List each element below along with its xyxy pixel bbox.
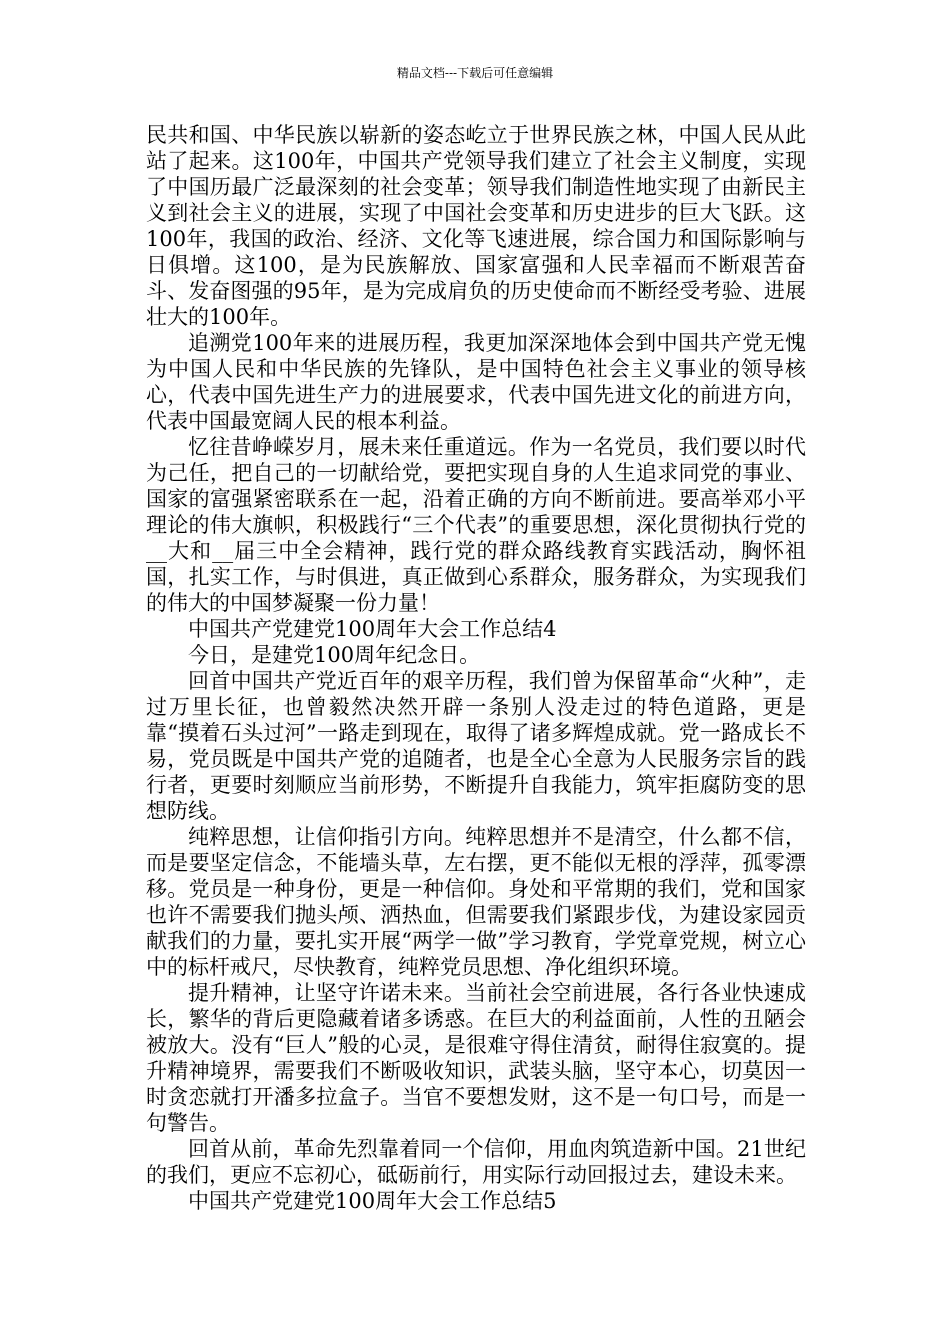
paragraph-3: 忆往昔峥嵘岁月，展未来任重道远。作为一名党员，我们要以时代为己任，把自己的一切献给党，要把实现自身的人生追求同党的事业、国家的富强紧密联系在一起，沿着正确的方向不断前进。要高举邓小平理论的伟大旗帜，积极践行“三个代表”的重要思想，深化贯彻执行党的__大和__届三中全会精神，践行党的群众路线教育实践活动，胸怀祖国，扎实工作，与时俱进，真正做到心系群众，服务群众，为实现我们的伟大的中国梦凝聚一份力量！: [146, 435, 806, 615]
section-heading-5: 中国共产党建党100周年大会工作总结5: [188, 1189, 557, 1213]
paragraph-7: 提升精神，让坚守许诺未来。当前社会空前进展，各行各业快速成长，繁华的背后更隐藏着诸多诱惑。在巨大的利益面前，人性的丑陋会被放大。没有“巨人”般的心灵，是很难守得住清贫，耐得住寂寞的。提升精神境界，需要我们不断吸收知识，武装头脑，坚守本心，切莫因一时贪恋就打开潘多拉盒子。当官不要想发财，这不是一句口号，而是一句警告。: [146, 981, 806, 1135]
paragraph-8: 回首从前，革命先烈靠着同一个信仰，用血肉筑造新中国。21世纪的我们，更应不忘初心，砥砺前行，用实际行动回报过去，建设未来。: [146, 1137, 806, 1187]
paragraph-5: 回首中国共产党近百年的艰辛历程，我们曾为保留革命“火种”，走过万里长征，也曾毅然决然开辟一条别人没走过的特色道路，更是靠“摸着石头过河”一路走到现在，取得了诸多辉煌成就。党一路成长不易，党员既是中国共产党的追随者，也是全心全意为人民服务宗旨的践行者，更要时刻顺应当前形势，不断提升自我能力，筑牢拒腐防变的思想防线。: [146, 669, 806, 823]
page-header: 精品文档---下载后可任意编辑: [396, 66, 554, 80]
section-heading-4: 中国共产党建党100周年大会工作总结4: [188, 617, 557, 641]
paragraph-2: 追溯党100年来的进展历程，我更加深深地体会到中国共产党无愧为中国人民和中华民族的先锋队，是中国特色社会主义事业的领导核心，代表中国先进生产力的进展要求，代表中国先进文化的前进方向，代表中国最宽阔人民的根本利益。: [146, 331, 806, 433]
paragraph-1: 民共和国、中华民族以崭新的姿态屹立于世界民族之林，中国人民从此站了起来。这100年，中国共产党领导我们建立了社会主义制度，实现了中国历最广泛最深刻的社会变革；领导我们制造性地实现了由新民主义到社会主义的进展，实现了中国社会变革和历史进步的巨大飞跃。这100年，我国的政治、经济、文化等飞速进展，综合国力和国际影响与日俱增。这100，是为民族解放、国家富强和人民幸福而不断艰苦奋斗、发奋图强的95年，是为完成肩负的历史使命而不断经受考验、进展壮大的100年。: [146, 123, 806, 329]
paragraph-6: 纯粹思想，让信仰指引方向。纯粹思想并不是清空，什么都不信，而是要坚定信念，不能墙头草，左右摆，更不能似无根的浮萍，孤零漂移。党员是一种身份，更是一种信仰。身处和平常期的我们，党和国家也许不需要我们抛头颅、洒热血，但需要我们紧跟步伐，为建设家园贡献我们的力量，要扎实开展“两学一做”学习教育，学党章党规，树立心中的标杆戒尺，尽快教育，纯粹党员思想、净化组织环境。: [146, 825, 806, 979]
document-body: [146, 122, 806, 1214]
paragraph-4: 今日，是建党100周年纪念日。: [188, 643, 481, 667]
